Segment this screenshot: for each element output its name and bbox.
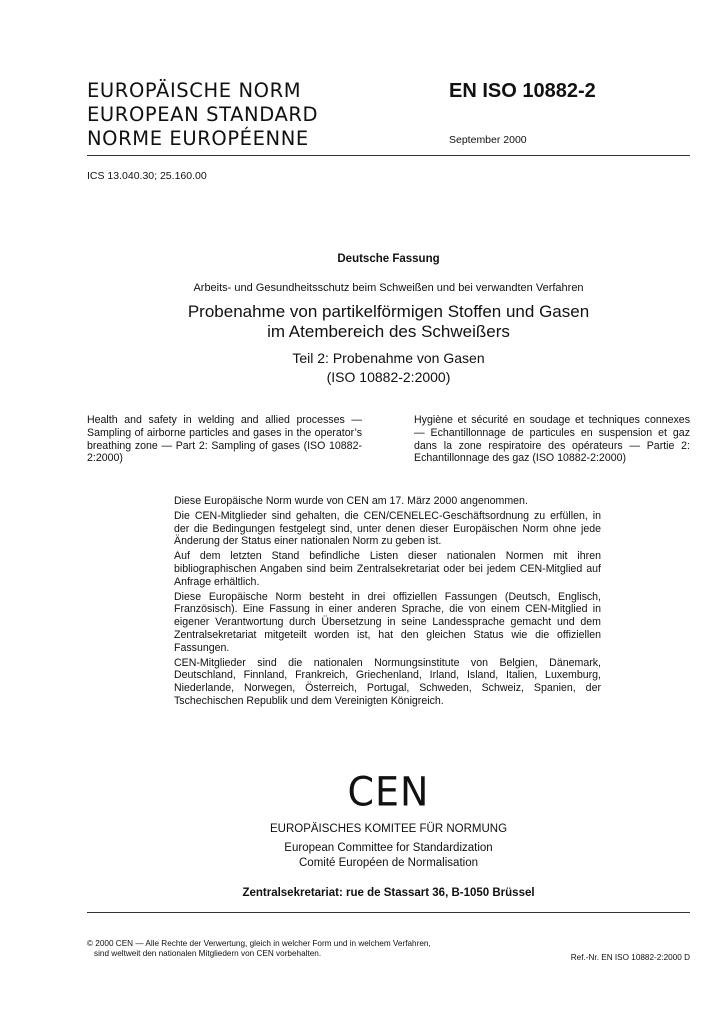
cen-name-en: European Committee for Standardization xyxy=(284,842,493,854)
note-rules: Die CEN-Mitglieder sind gehalten, die CEN/CENELEC-Geschäftsordnung zu erfüllen, in der die Bedingungen festgelegt sind, unter denen dieser Europäischen Norm ohne jede Änderung der Status einer nationalen Norm zu geben ist. xyxy=(174,509,601,548)
publication-date: September 2000 xyxy=(449,134,527,146)
cen-address: Zentralsekretariat: rue de Stassart 36, B-1050 Brüssel xyxy=(242,887,535,899)
note-versions: Diese Europäische Norm besteht in drei offiziellen Fassungen (Deutsch, Englisch, Französisch). Eine Fassung in einer anderen Sprache, die von einem CEN-Mitglied in eigener Verantwortung durch Übersetzung in seine Landessprache gemacht und dem Zentralsekretariat mitgeteilt worden ist, hat den gleichen Status wie die offiziellen Fassungen. xyxy=(174,590,601,654)
copyright-line1: © 2000 CEN — Alle Rechte der Verwertung, gleich in welcher Form und in welchem Verfahren, xyxy=(87,939,431,948)
cen-name-de: EUROPÄISCHES KOMITEE FÜR NORMUNG xyxy=(269,823,508,835)
main-title-line2: im Atembereich des Schweißers xyxy=(267,322,510,341)
series-title: Arbeits- und Gesundheitsschutz beim Schweißen und bei verwandten Verfahren xyxy=(193,282,584,294)
header-divider xyxy=(87,155,690,156)
header-title-en: EUROPEAN STANDARD xyxy=(87,103,319,126)
cen-name-fr: Comité Européen de Normalisation xyxy=(299,857,478,869)
reference-number: Ref.-Nr. EN ISO 10882-2:2000 D xyxy=(570,953,690,962)
ics-codes: ICS 13.040.30; 25.160.00 xyxy=(87,170,207,182)
copyright-line2: sind weltweit den nationalen Mitgliedern von CEN vorbehalten. xyxy=(94,949,322,958)
footer-divider xyxy=(87,912,690,913)
note-lists: Auf dem letzten Stand befindliche Listen dieser nationalen Normen mit ihren bibliographischen Angaben sind beim Zentralsekretariat oder bei jedem CEN-Mitglied auf Anfrage erhältlich. xyxy=(174,550,601,588)
version-label: Deutsche Fassung xyxy=(337,253,440,265)
part-title-line2: (ISO 10882-2:2000) xyxy=(326,369,451,385)
cen-logo: CEN xyxy=(347,768,430,816)
title-english: Health and safety in welding and allied processes — Sampling of airborne particles and gases in the operator’s breathing zone — Part 2: Sampling of gases (ISO 10882-2:2000) xyxy=(87,414,362,465)
title-french: Hygiène et sécurité en soudage et techniques connexes — Echantillonnage de particules en suspension et gaz dans la zone respiratoire des opérateurs — Partie 2: Echantillonnage des gaz (ISO 10882-2:2000) xyxy=(414,414,690,465)
note-adoption: Diese Europäische Norm wurde von CEN am 17. März 2000 angenommen. xyxy=(174,495,528,507)
part-title-line1: Teil 2: Probenahme von Gasen xyxy=(292,350,485,366)
acceptance-notes xyxy=(174,495,601,708)
main-title-line1: Probenahme von partikelförmigen Stoffen und Gasen xyxy=(187,302,590,321)
header-title-de: EUROPÄISCHE NORM xyxy=(87,79,302,102)
header-title-fr: NORME EUROPÉENNE xyxy=(87,127,309,150)
note-members: CEN-Mitglieder sind die nationalen Normungsinstitute von Belgien, Dänemark, Deutschland, Finnland, Frankreich, Griechenland, Irland, Island, Italien, Luxemburg, Niederlande, Norwegen, Österreich, Portugal, Schweden, Schweiz, Spanien, der Tschechischen Republik und dem Vereinigten Königreich. xyxy=(174,656,601,707)
norm-id: EN ISO 10882-2 xyxy=(449,80,596,102)
